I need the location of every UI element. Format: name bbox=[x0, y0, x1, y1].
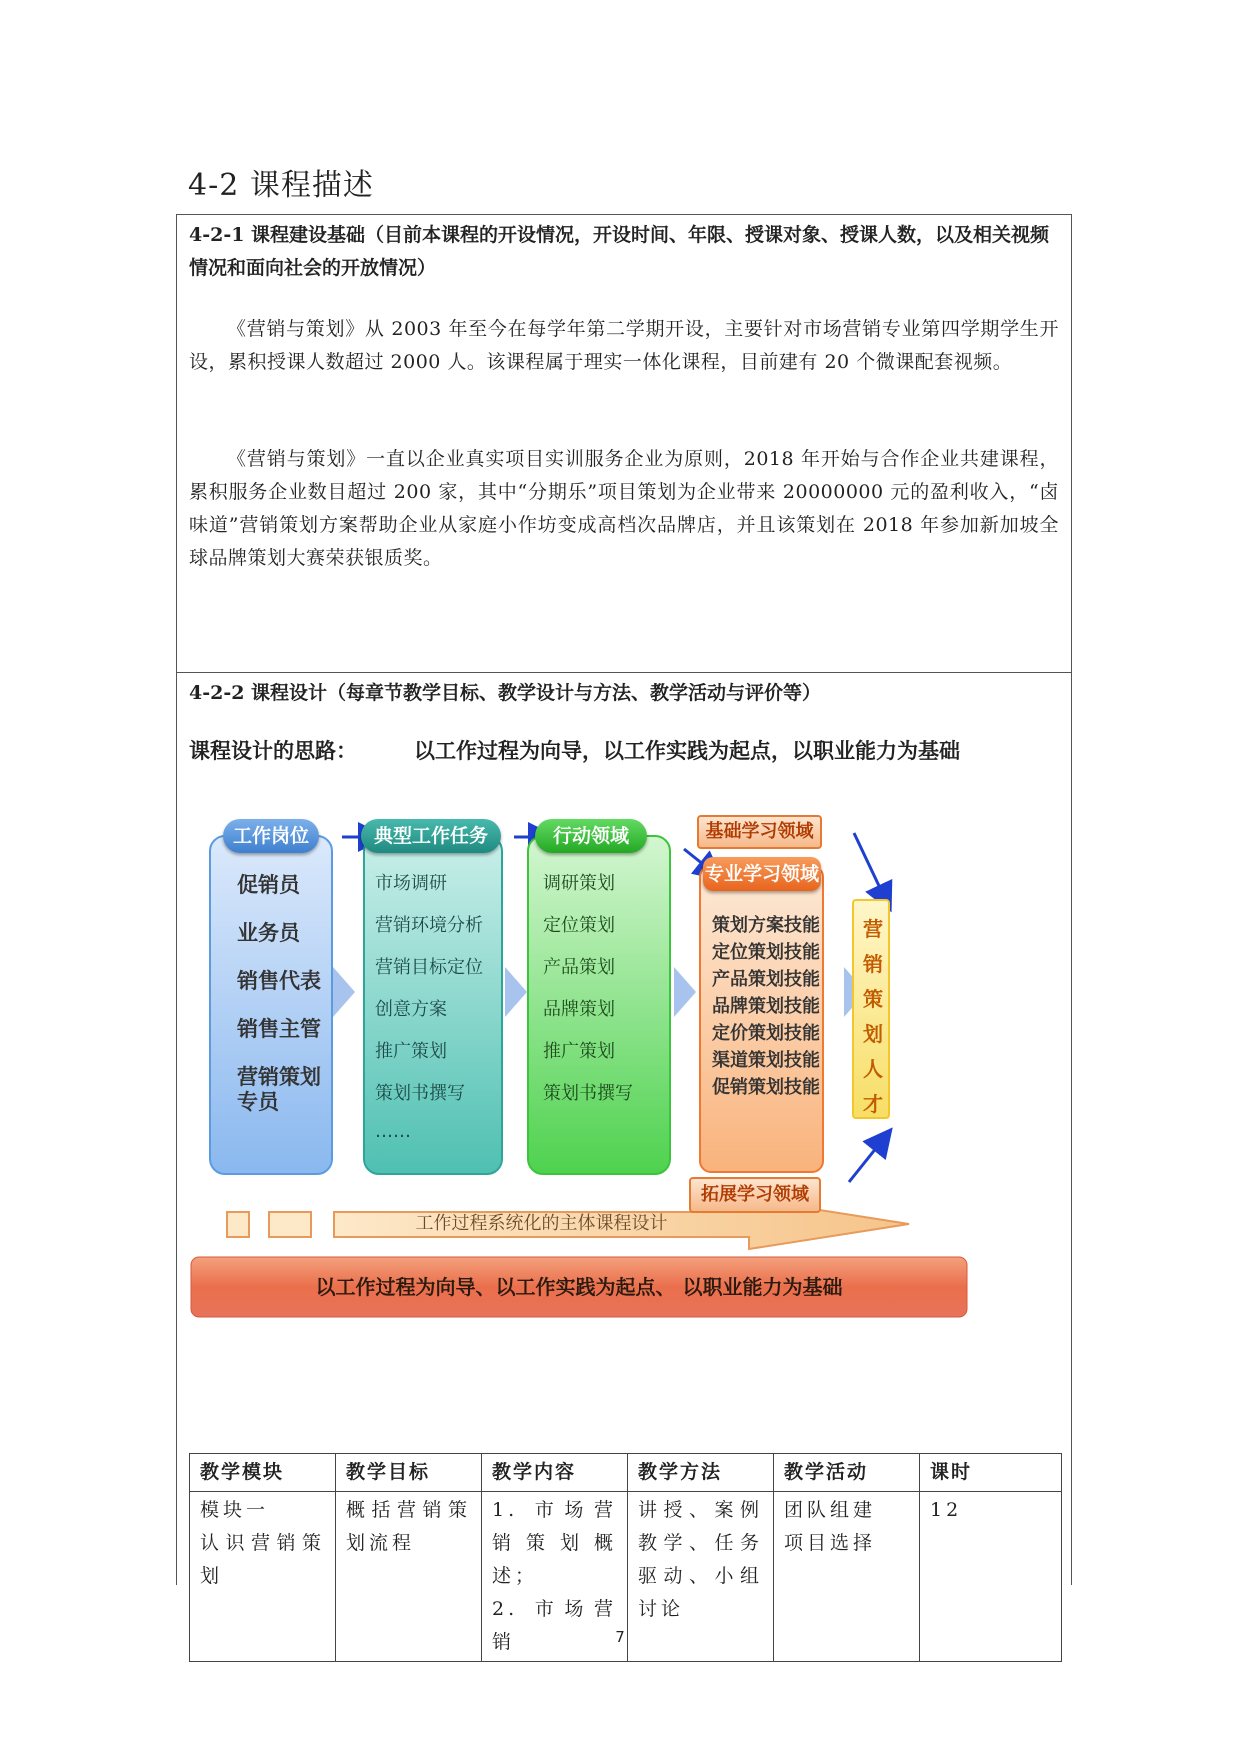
pill-action-fields: 行动领域 bbox=[535, 819, 647, 853]
table-header-cell: 教学活动 bbox=[774, 1454, 920, 1492]
course-basis-box bbox=[176, 214, 1072, 673]
job-position-item: 销售代表 bbox=[237, 969, 321, 993]
typical-task-item: 推广策划 bbox=[375, 1041, 447, 1062]
typical-task-item: 策划书撰写 bbox=[375, 1083, 465, 1104]
talent-char: 营 bbox=[863, 917, 883, 941]
chevron-2 bbox=[505, 967, 527, 1017]
table-header-row bbox=[190, 1454, 1062, 1492]
basis-paragraph-1: 《营销与策划》从 2003 年至今在每学年第二学期开设，主要针对市场营销专业第四学期学生开设，累积授课人数超过 2000 人。该课程属于理实一体化课程，目前建有 20 个微课配套视频。 bbox=[189, 318, 1059, 373]
skill-item: 产品策划技能 bbox=[712, 969, 820, 990]
basis-paragraph-2: 《营销与策划》一直以企业真实项目实训服务企业为原则，2018 年开始与合作企业共建课程，累积服务企业数目超过 200 家，其中“分期乐”项目策划为企业带来 20000000 元的盈利收入，“卤味道”营销策划方案帮助企业从家庭小作坊变成高档次品牌店，并且该策划在 2018 年参加新加坡全球品牌策划大赛荣获银质奖。 bbox=[189, 448, 1059, 569]
action-field-item: 推广策划 bbox=[543, 1041, 615, 1062]
talent-char: 划 bbox=[863, 1022, 883, 1046]
action-field-item: 调研策划 bbox=[543, 873, 615, 894]
main-process-arrow-label: 工作过程系统化的主体课程设计 bbox=[415, 1213, 668, 1234]
pill-job-positions: 工作岗位 bbox=[223, 819, 319, 853]
typical-task-item: 营销目标定位 bbox=[375, 957, 483, 978]
course-design-box bbox=[176, 672, 1072, 1653]
table-cell: 1. 市场营销策划概述； 2. 市场营销 bbox=[482, 1492, 628, 1662]
foundation-banner-label: 以工作过程为向导、以工作实践为起点、 以职业能力为基础 bbox=[315, 1275, 843, 1299]
tag-basic-domain: 基础学习领域 bbox=[697, 815, 822, 849]
arrow-basic-talent bbox=[854, 833, 889, 907]
action-field-item: 策划书撰写 bbox=[543, 1083, 633, 1104]
action-field-item: 产品策划 bbox=[543, 957, 615, 978]
job-position-item: 营销策划 专员 bbox=[237, 1065, 321, 1114]
design-idea-text: 以工作过程为向导，以工作实践为起点，以职业能力为基础 bbox=[414, 738, 960, 763]
table-header-cell: 教学目标 bbox=[336, 1454, 482, 1492]
card-marketing-talent bbox=[852, 899, 890, 1119]
table-cell: 概括营销策划流程 bbox=[336, 1492, 482, 1662]
chevron-3 bbox=[674, 967, 696, 1017]
tag-extend-domain: 拓展学习领域 bbox=[689, 1177, 821, 1213]
skill-item: 促销策划技能 bbox=[712, 1077, 820, 1098]
basis-title: 4-2-1 课程建设基础（目前本课程的开设情况，开设时间、年限、授课对象、授课人数，以及相关视频情况和面向社会的开放情况） bbox=[189, 224, 1050, 279]
job-position-item: 促销员 bbox=[237, 873, 300, 897]
talent-char: 才 bbox=[863, 1092, 883, 1116]
action-field-item: 品牌策划 bbox=[543, 999, 615, 1020]
pill-professional-domain: 专业学习领域 bbox=[703, 857, 821, 891]
job-position-item: 业务员 bbox=[237, 921, 300, 945]
skill-item: 品牌策划技能 bbox=[712, 996, 820, 1017]
skill-item: 策划方案技能 bbox=[712, 915, 820, 936]
talent-char: 策 bbox=[863, 987, 883, 1011]
card-professional-domain bbox=[699, 865, 824, 1173]
page-number: 7 bbox=[615, 1628, 625, 1646]
typical-task-item: …… bbox=[375, 1121, 411, 1142]
section-heading: 4-2 课程描述 bbox=[188, 168, 374, 203]
table-header-cell: 教学方法 bbox=[628, 1454, 774, 1492]
table-cell: 团队组建 项目选择 bbox=[774, 1492, 920, 1662]
table-cell: 12 bbox=[920, 1492, 1062, 1662]
typical-task-item: 市场调研 bbox=[375, 873, 447, 894]
table-cell: 讲授、案例教学、任务驱动、小组讨论 bbox=[628, 1492, 774, 1662]
table-header-cell: 教学模块 bbox=[190, 1454, 336, 1492]
design-title: 4-2-2 课程设计（每章节教学目标、教学设计与方法、教学活动与评价等） bbox=[189, 682, 822, 704]
square-2 bbox=[269, 1212, 311, 1237]
skill-item: 定位策划技能 bbox=[712, 942, 820, 963]
course-design-diagram bbox=[189, 807, 1059, 1382]
talent-char: 销 bbox=[863, 952, 883, 976]
action-field-item: 定位策划 bbox=[543, 915, 615, 936]
table-header-cell: 课时 bbox=[920, 1454, 1062, 1492]
talent-char: 人 bbox=[863, 1057, 883, 1081]
arrow-extend-talent bbox=[849, 1132, 889, 1182]
pill-typical-tasks: 典型工作任务 bbox=[361, 819, 501, 853]
job-position-item: 销售主管 bbox=[237, 1017, 321, 1041]
square-1 bbox=[227, 1212, 249, 1237]
chevron-1 bbox=[333, 967, 355, 1017]
table-cell: 模块一 认识营销策划 bbox=[190, 1492, 336, 1662]
skill-item: 定价策划技能 bbox=[712, 1023, 820, 1044]
typical-task-item: 创意方案 bbox=[375, 999, 447, 1020]
design-idea-label: 课程设计的思路： bbox=[189, 738, 357, 763]
table-header-cell: 教学内容 bbox=[482, 1454, 628, 1492]
typical-task-item: 营销环境分析 bbox=[375, 915, 483, 936]
design-idea bbox=[189, 735, 960, 765]
skill-item: 渠道策划技能 bbox=[712, 1050, 820, 1071]
